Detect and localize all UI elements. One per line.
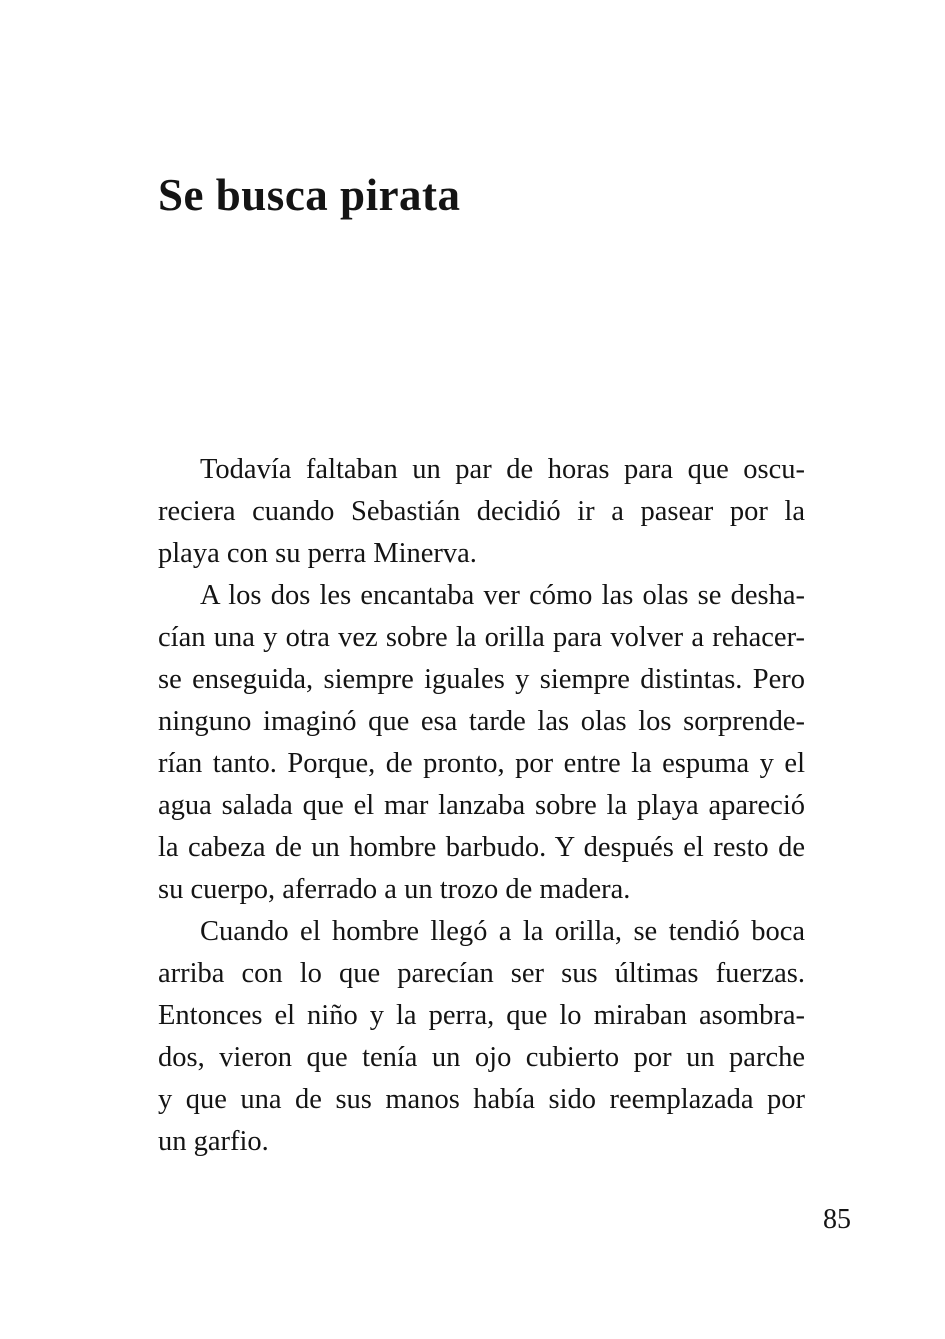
text-line: y que una de sus manos había sido reemplazada por (158, 1084, 805, 1115)
paragraph (158, 575, 805, 911)
text-line: se enseguida, siempre iguales y siempre distintas. Pero (158, 664, 805, 695)
body-text (158, 449, 805, 1163)
page-number: 85 (823, 1204, 851, 1235)
text-line: reciera cuando Sebastián decidió ir a pasear por la (158, 496, 805, 527)
text-line: dos, vieron que tenía un ojo cubierto por un parche (158, 1042, 805, 1073)
text-line: rían tanto. Porque, de pronto, por entre la espuma y el (158, 748, 805, 779)
text-line: arriba con lo que parecían ser sus últimas fuerzas. (158, 958, 805, 989)
text-line: su cuerpo, aferrado a un trozo de madera. (158, 874, 631, 905)
text-line: ninguno imaginó que esa tarde las olas los sorprende- (158, 706, 805, 737)
paragraph (158, 911, 805, 1163)
text-line: Todavía faltaban un par de horas para que oscu- (200, 454, 805, 485)
text-line: cían una y otra vez sobre la orilla para volver a rehacer- (158, 622, 805, 653)
text-line: agua salada que el mar lanzaba sobre la playa apareció (158, 790, 805, 821)
text-line: la cabeza de un hombre barbudo. Y después el resto de (158, 832, 805, 863)
paragraph (158, 449, 805, 575)
text-line: Entonces el niño y la perra, que lo miraban asombra- (158, 1000, 805, 1031)
text-line: A los dos les encantaba ver cómo las olas se desha- (200, 580, 805, 611)
text-line: un garfio. (158, 1126, 269, 1157)
text-line: playa con su perra Minerva. (158, 538, 477, 569)
text-line: Cuando el hombre llegó a la orilla, se tendió boca (200, 916, 805, 947)
chapter-title: Se busca pirata (158, 170, 461, 221)
